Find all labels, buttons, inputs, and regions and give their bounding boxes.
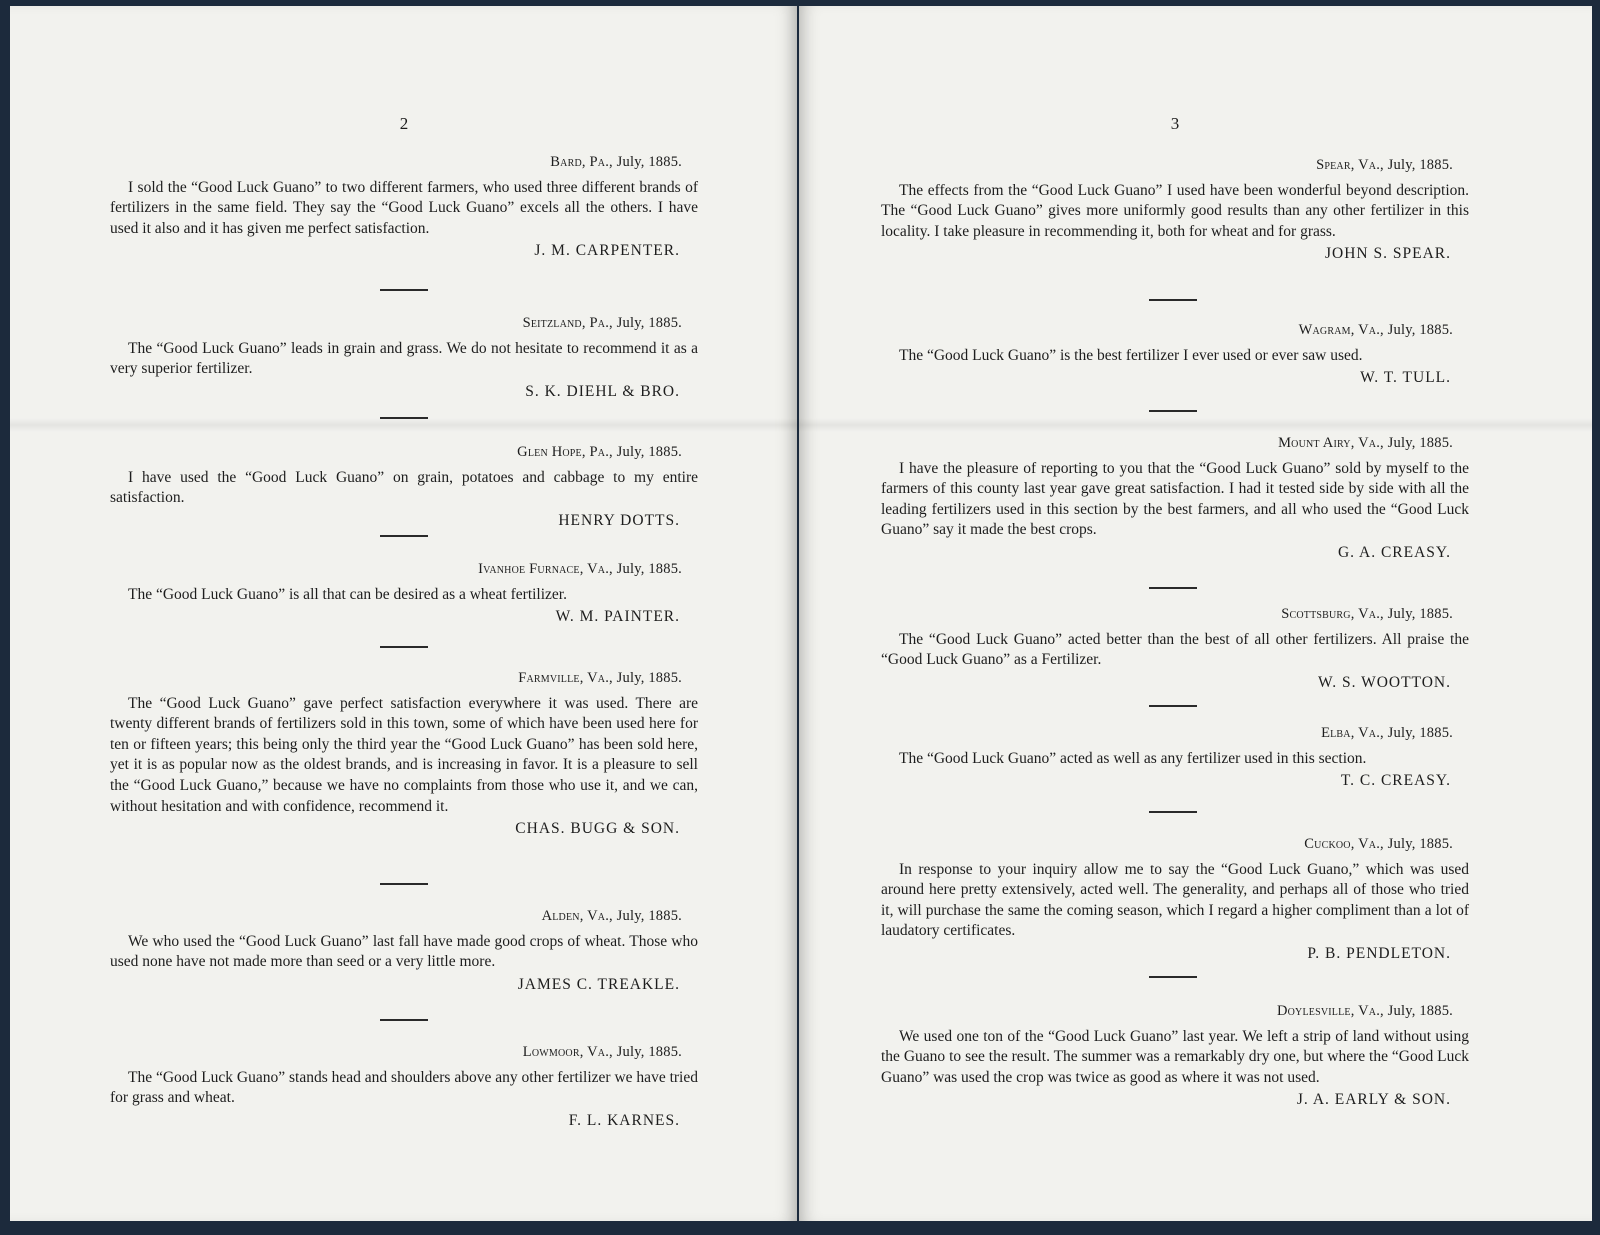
testimonial-text: The “Good Luck Guano” is the best fertilizer I ever used or ever saw used. <box>899 346 1363 364</box>
divider <box>380 289 428 291</box>
dateline <box>110 906 698 927</box>
place-name: Spear, Va. <box>1316 157 1381 173</box>
signature: CHAS. BUGG & SON. <box>515 820 680 838</box>
testimonial <box>881 320 1469 389</box>
dateline <box>881 723 1469 744</box>
testimonial-text: The “Good Luck Guano” acted better than the best of all other fertilizers. All praise the “Good Luck Guano” as a Fertilizer. <box>881 630 1469 669</box>
dateline <box>110 668 698 689</box>
date: , July, 1885. <box>1380 1003 1453 1019</box>
place-name: Elba, Va. <box>1321 725 1381 741</box>
dateline <box>881 320 1469 341</box>
date: , July, 1885. <box>1380 836 1453 852</box>
signature: JAMES C. TREAKLE. <box>517 975 680 993</box>
testimonial-text: I have the pleasure of reporting to you that the “Good Luck Guano” sold by myself to the farmers of this county last year gave great satisfaction. I had it tested side by side with all the leading fertilizers used in this section by the best farmers, and all who used the “Good Luck Guano” say it made the best crops. <box>881 459 1469 539</box>
dateline <box>110 1042 698 1063</box>
divider <box>1149 976 1197 978</box>
left-page <box>10 6 797 1221</box>
date: , July, 1885. <box>1380 157 1453 173</box>
testimonial <box>881 1001 1469 1111</box>
divider <box>1149 410 1197 412</box>
testimonial <box>881 723 1469 792</box>
signature: J. M. CARPENTER. <box>534 242 680 260</box>
testimonial <box>881 834 1469 965</box>
dateline <box>881 155 1469 176</box>
place-name: Bard, Pa. <box>550 154 610 170</box>
signature: W. M. PAINTER. <box>555 608 680 626</box>
place-name: Lowmoor, Va. <box>522 1044 610 1060</box>
paper-fold <box>10 418 797 432</box>
testimonial-text: The “Good Luck Guano” leads in grain and grass. We do not hesitate to recommend it as a very superior fertilizer. <box>110 339 698 378</box>
place-name: Scottsburg, Va. <box>1281 606 1381 622</box>
date: , July, 1885. <box>609 315 682 331</box>
place-name: Ivanhoe Furnace, Va. <box>478 561 610 577</box>
date: , July, 1885. <box>1380 606 1453 622</box>
place-name: Doylesville, Va. <box>1276 1003 1381 1019</box>
date: , July, 1885. <box>1380 322 1453 338</box>
signature: JOHN S. SPEAR. <box>1325 245 1451 263</box>
right-page <box>799 6 1592 1221</box>
signature: W. T. TULL. <box>1360 369 1451 387</box>
testimonial <box>881 604 1469 693</box>
place-name: Alden, Va. <box>541 908 610 924</box>
testimonial-text: The “Good Luck Guano” is all that can be desired as a wheat fertilizer. <box>128 585 567 603</box>
testimonial <box>110 668 698 840</box>
dateline <box>110 559 698 580</box>
signature: G. A. CREASY. <box>1337 543 1451 561</box>
testimonial-text: We used one ton of the “Good Luck Guano” last year. We left a strip of land without using the Guano to see the result. The summer was a remarkably dry one, but where the “Good Luck Guano” was used the crop was twice as good as where it was not used. <box>881 1027 1469 1086</box>
testimonial-text: I sold the “Good Luck Guano” to two different farmers, who used three different brands of fertilizers in the same field. They say the “Good Luck Guano” excels all the others. I have used it also and it has given me perfect satisfaction. <box>110 178 698 237</box>
dateline <box>110 152 698 173</box>
date: , July, 1885. <box>1380 725 1453 741</box>
testimonial-text: The “Good Luck Guano” stands head and shoulders above any other fertilizer we have tried for grass and wheat. <box>110 1068 698 1107</box>
place-name: Seitzland, Pa. <box>522 315 610 331</box>
signature: S. K. DIEHL & BRO. <box>525 382 680 400</box>
divider <box>380 646 428 648</box>
place-name: Mount Airy, Va. <box>1278 435 1381 451</box>
dateline <box>881 433 1469 454</box>
testimonial-text: In response to your inquiry allow me to say the “Good Luck Guano,” which was used around here pretty extensively, acted well. The generality, and perhaps all of those who tried it, will purchase the same the coming season, which I regard a higher compliment than a lot of laudatory certificates. <box>881 860 1469 940</box>
testimonial <box>110 442 698 531</box>
divider <box>1149 705 1197 707</box>
testimonial-text: The “Good Luck Guano” gave perfect satisfaction everywhere it was used. There are twenty different brands of fertilizers sold in this town, some of which have been used here for ten or fifteen years; this being only the third year the “Good Luck Guano” has been sold here, yet it is as popular now as the oldest brands, and is increasing in favor. It is a pleasure to sell the “Good Luck Guano,” because we have no complaints from those who use it, and we can, without hesitation and with confidence, recommend it. <box>110 694 698 815</box>
divider <box>380 883 428 885</box>
testimonial-text: I have used the “Good Luck Guano” on grain, potatoes and cabbage to my entire satisfaction. <box>110 468 698 507</box>
date: , July, 1885. <box>609 908 682 924</box>
date: , July, 1885. <box>609 1044 682 1060</box>
place-name: Wagram, Va. <box>1298 322 1381 338</box>
page-number: 2 <box>399 114 409 133</box>
dateline <box>881 1001 1469 1022</box>
page-number: 3 <box>1170 114 1180 133</box>
testimonial-text: The effects from the “Good Luck Guano” I used have been wonderful beyond description. The “Good Luck Guano” gives more uniformly good results than any other fertilizer in this locality. I take pleasure in recommending it, both for wheat and for grass. <box>881 181 1469 240</box>
dateline <box>110 313 698 334</box>
date: , July, 1885. <box>609 561 682 577</box>
date: , July, 1885. <box>609 670 682 686</box>
testimonial <box>110 313 698 402</box>
signature: P. B. PENDLETON. <box>1307 944 1451 962</box>
divider <box>380 535 428 537</box>
place-name: Glen Hope, Pa. <box>517 444 610 460</box>
signature: W. S. WOOTTON. <box>1318 673 1451 691</box>
divider <box>1149 587 1197 589</box>
divider <box>380 417 428 419</box>
signature: J. A. EARLY & SON. <box>1296 1091 1451 1109</box>
dateline <box>881 604 1469 625</box>
testimonial-text: The “Good Luck Guano” acted as well as any fertilizer used in this section. <box>899 749 1367 767</box>
signature: F. L. KARNES. <box>568 1111 680 1129</box>
signature: HENRY DOTTS. <box>558 511 680 529</box>
place-name: Cuckoo, Va. <box>1304 836 1381 852</box>
place-name: Farmville, Va. <box>518 670 610 686</box>
testimonial-text: We who used the “Good Luck Guano” last fall have made good crops of wheat. Those who used none have not made more than seed or a very little more. <box>110 932 698 971</box>
signature: T. C. CREASY. <box>1340 772 1451 790</box>
date: , July, 1885. <box>1380 435 1453 451</box>
testimonial <box>881 433 1469 564</box>
paper-fold <box>799 418 1592 432</box>
testimonial <box>110 559 698 628</box>
divider <box>1149 299 1197 301</box>
testimonial <box>110 906 698 995</box>
testimonial <box>881 155 1469 265</box>
divider <box>380 1019 428 1021</box>
testimonial <box>110 152 698 262</box>
dateline <box>110 442 698 463</box>
dateline <box>881 834 1469 855</box>
date: , July, 1885. <box>609 154 682 170</box>
divider <box>1149 811 1197 813</box>
testimonial <box>110 1042 698 1131</box>
date: , July, 1885. <box>609 444 682 460</box>
